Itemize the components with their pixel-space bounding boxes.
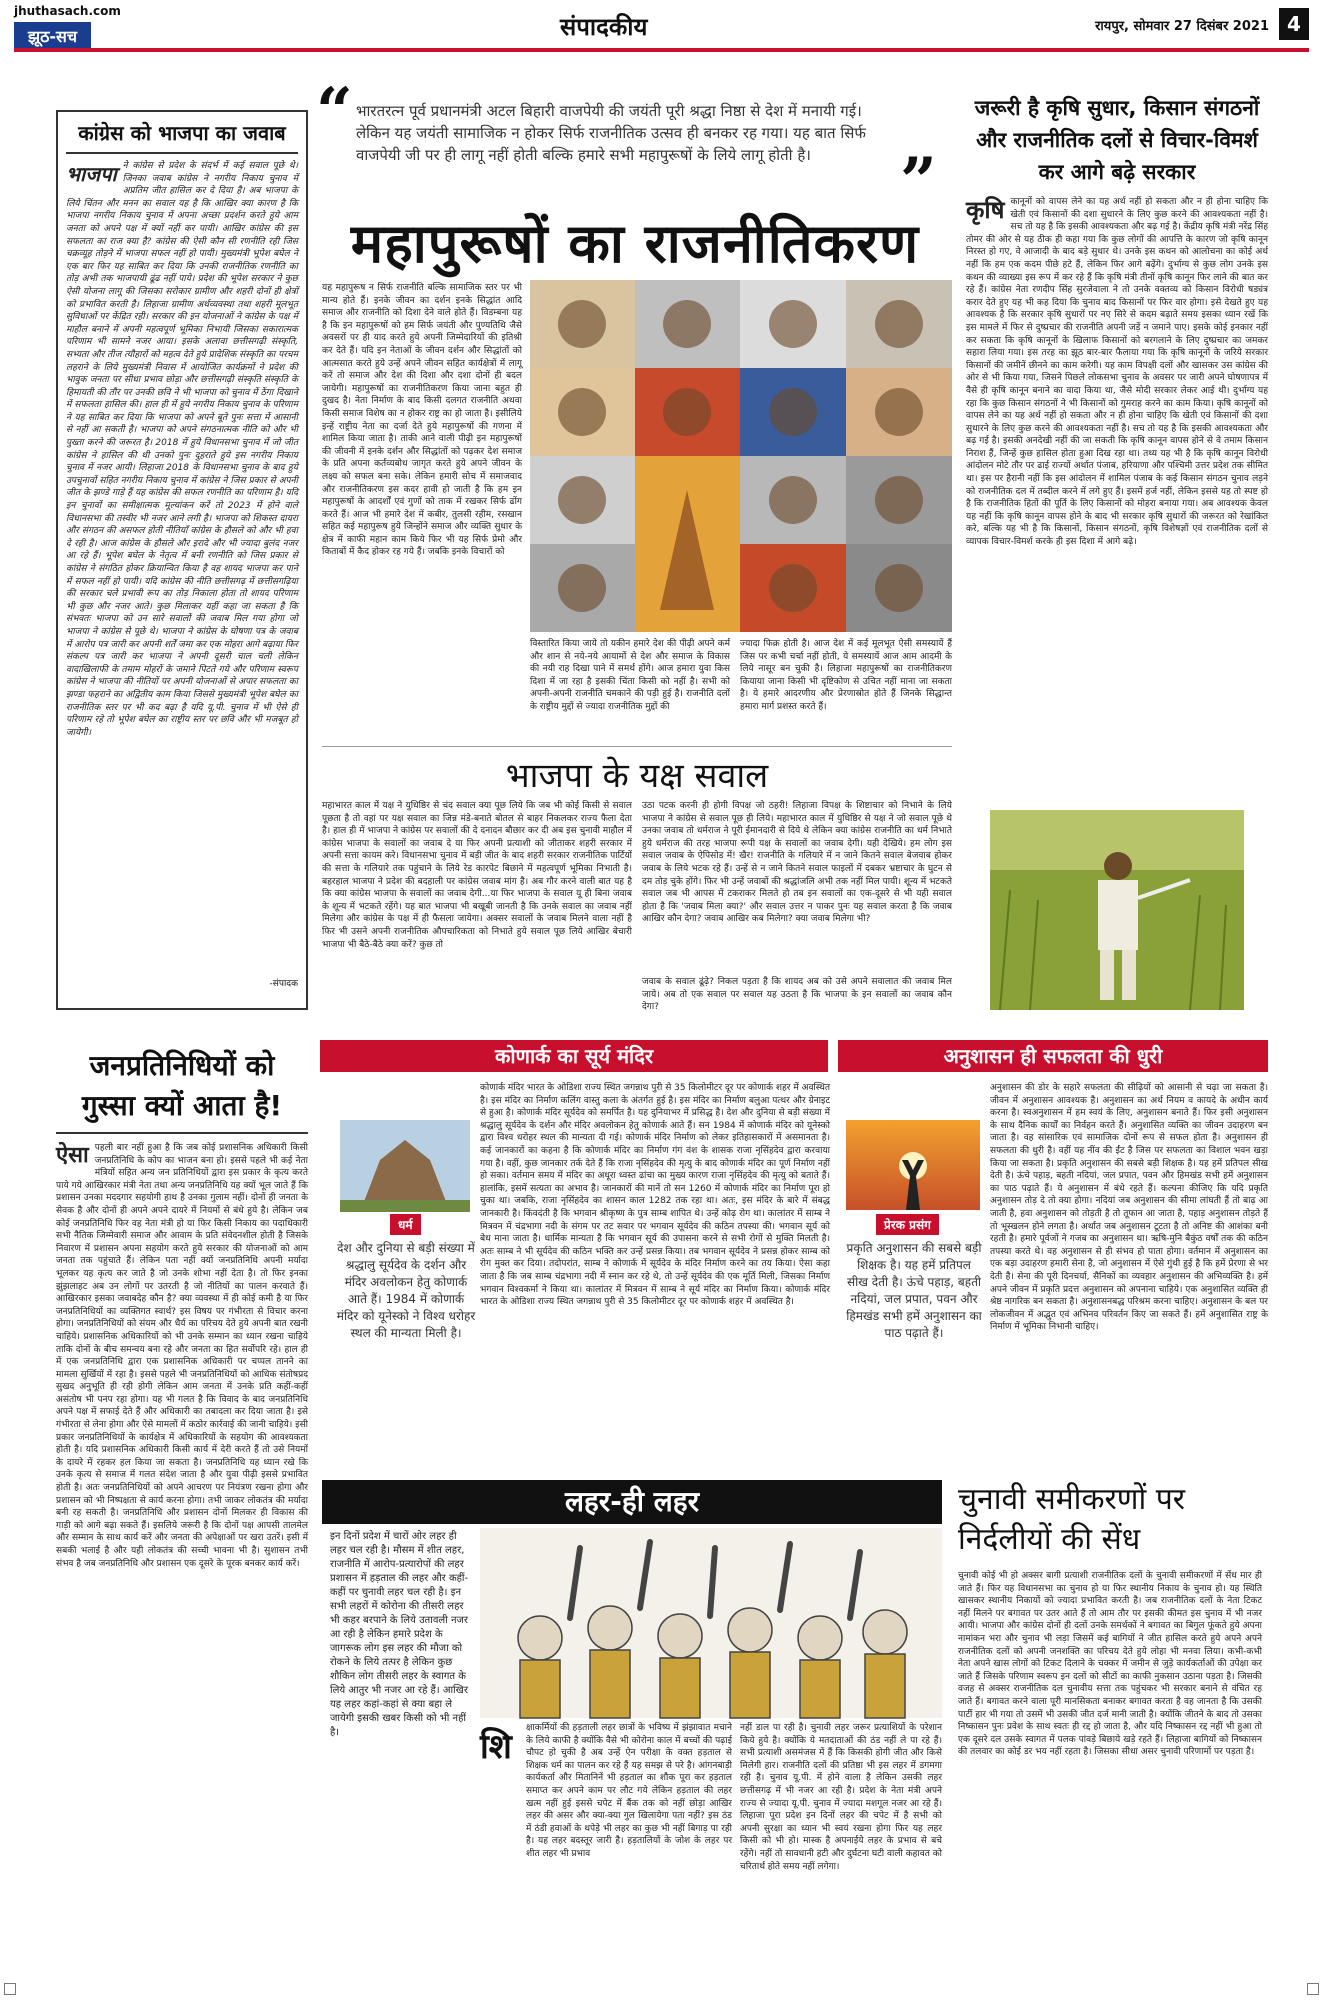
anushasan-photo-svg (846, 1120, 980, 1210)
leaders-portrait-grid (530, 280, 952, 632)
konark-tag: धर्म (390, 1214, 421, 1235)
sub-col1: महाभारत काल में यक्ष ने युधिष्ठिर से चंद सवाल क्या पूछ लिये कि जब भी कोई किसी से सवाल पूछता है तो वहां पर यक्ष सवाल का जिन्न मंडे-बनाते बोतल से बाहर निकलकर राज्य फैला देता है। हाल ही में भाजपा ने कांग्रेस पर सवालों की दे दनादन बौछार कर दी अब इस चुनावी माहौल में कांग्रेस भाजपा के सवालों का जवाब दे या फिर अपनी प्रत्याशी को जीताकर शहरी सरकार में अपनी सत्ता कायम करे। विधानसभा चुनाव में बड़ी जीत के बाद शहरी सरकार राजनीतिक पार्टियों की सत्ता के गलियारे तक पहुंचाने के लिये रेड कारपेट बिछाने में महत्वपूर्ण भूमिका निभाती है। बहरहाल भाजपा ने प्रदेश की बदहाली पर कांग्रेस जवाब मांग है। अब गौर करने वाली बात यह है कि क्या कांग्रेस भाजपा के सवालों का जवाब देगी...या फिर भाजपा के सवाल यू ही बिना जवाब के शून्य में भटकते रहेंगे। यह बात भाजपा भी बखूबी जानती है कि उनके सवाल का जवाब नहीं मिलेगा और कांग्रेस के पक्ष में ही फैसला जायेगा। अक्सर सवालों के जवाब मिलने वाला नहीं है फिर भी उसने अपनी राजनीतिक औपचारिकता को निभाते हुये सवाल पूछ लिये आखिर बेचारी भाजपा भी बैठे-बैठे क्या करें? कुछ तो (322, 801, 632, 950)
center-col2: विस्तारित किया जाये तो यकीन हमारे देश की पीढ़ी अपने कर्म और शान से नये-नये आयामों से देश और समाज के विकास की नयी राह दिखा पाने में समर्थ होंगे। आज हमारा युवा किस दिशा में जा रहा है इसकी चिंता किसी को नहीं है। सभी को अपनी-अपनी राजनीति चमकाने की पड़ी हुई है। राजनीति दलों के राष्ट्रीय मुद्दों से ज्यादा राजनीतिक मुद्दों की (530, 639, 730, 712)
crop-mark (4, 1983, 16, 1995)
sub-col2: उठा पटक करनी ही होगी विपक्ष जो ठहरी! लिहाजा विपक्ष के शिष्टाचार को निभाने के लिये भाजपा ने कांग्रेस से सवाल पूछ ही लिये। महाभारत काल में युधिष्ठिर से यक्ष ने जो सवाल पूछे थे उनका जवाब तो धर्मराज ने पूरी ईमानदारी से दिये थे लेकिन क्या कांग्रेस राजनीति का धर्म निभाते हुये धर्मराज की तरह भाजपा रूपी यक्ष के सवालों का जवाब देगी। यही देखिये। हम लोग इस सवाल जवाब के ऐपिसोड में! खैर! राजनीति के गलियारे में न जाने कितने सवाल बेजवाब होकर जवाब के लिये भटक रहे हैं। उन्हें से न जाने कितने सवाल फाइलों में दबकर भ्रष्टाचार के घुटन से दम तोड़ चुके होंगे। फिर भी उन्हें जवाबों की श्रद्धांजलि अभी तक नहीं मिल पायी। शून्य में भटकते सवाल जब भी आपस में टकराकर मिलते हो तब इन सवालों का एक-दूसरे से भी यही सवाल होता है कि 'जवाब मिला क्या?' और सवाल उत्तर न पाकर पुनः यह सवाल करता है कि जवाब आखिर कौन देगा? जवाब आखिर कब मिलेगा? क्या जवाब मिलेगा भी? (642, 801, 952, 925)
lahar-band: लहर-ही लहर (322, 1480, 942, 1524)
brand-logo: झूठ-सच (14, 22, 91, 50)
left-bottom-dropcap: ऐसा (56, 1143, 89, 1168)
page-number: 4 (1279, 8, 1309, 40)
crop-mark (1307, 1983, 1319, 1995)
sub-col3: जवाब के सवाल ढूंढ़े? निकल पड़ता है कि शायद अब को उसे अपने सवालात की जवाब मिल जाये। अब तो एक सवाल पर सवाल यह उठता है कि भाजपा के इन सवालों का जवाब कौन देगा? (642, 977, 952, 1013)
right-top-block (966, 92, 1268, 812)
lahar-illustration-svg (480, 1528, 942, 1718)
right-bottom-text: चुनावी कोई भी हो अक्सर बागी प्रत्याशी राजनीतिक दलों के चुनावी समीकरणों में सेंध मार ही जाते हैं। फिर यह विधानसभा का चुनाव हो या फिर स्थानीय निकाय के चुनाव हो। यह स्थिति खासकर स्थानीय निकायों को ज्यादा प्रभावित करती है। जब राजनीतिक दलों के नेता टिकट नहीं मिलने पर बगावत पर उतर आते हैं तो आम तौर पर इसकी कीमत इस चुनाव में भी नजर आयी। भाजपा और कांग्रेस दोनों ही दलों उनके समर्थकों ने बगावत का बिगुल फूंकते हुये अपना नामांकन भरा और चुनाव भी लड़ा जिसमें कई बागियों ने जीत हासिल करते हुये अपने अपने राजनीतिक दलों को अपनी जनशक्ति का परिचय देते हुये लोहा भी मनवा लिया। कभी-कभी नेता अपने खास लोगों को टिकट दिलाने के चक्कर में जमीन से जुड़े कार्यकर्ताओं की उपेक्षा कर जाते हैं जिसके परिणाम स्वरूप इन दलों को सीटों का काफी नुकसान उठाना पड़ता है। जिसकी वजह से अक्सर राजनीतिक दल चुनावीय सत्ता तक पहुंचकर भी सरकार बनाने से वंचित रह जाते हैं। बगावत करने वाला पूरी मानसिकता बनाकर बगावत करता है वह जानता है कि उसकी पार्टी हार भी गया तो उसमें भी उसकी जीत दर्ज मानी जाती है। क्योंकि जीतने के बाद तो उसका निष्कासन पुनः प्रवेश के साथ स्वतः ही रद्द हो जाता है, और यदि निष्कासन रद्द नहीं भी हुआ तो एक दूसरे दल उसके स्वागत में पलक पांवड़े बिछाये खड़े रहते हैं। लिहाजा बागियों को निष्कासन की तलवार का कोई डर भय नहीं रहता है। जिसका सीधा असर चुनावी परिणामों पर पड़ता है। (958, 1571, 1262, 1758)
left-top-text: ने कांग्रेस से प्रदेश के संदर्भ में कई सवाल पूछे थे। जिनका जवाब कांग्रेस ने नगरीय निकाय चुनाव में अप्रतिम जीत हासिल कर दे दिया है। अब भाजपा के लिये चिंतन और मनन का सवाल यह है कि आखिर क्या कारण है कि भाजपा नगरीय निकाय चुनाव में अपना अच्छा प्रदर्शन करते हुये आम जनता को अपने पक्ष में क्यों नहीं कर पायी। आखिर कांग्रेस की इस सफलता का राज क्या है? कांग्रेस की ऐसी कौन सी रणनीति रही जिस चक्रव्यूह तोड़ने में भाजपा सफल नहीं हो पायी। मुख्यमंत्री भूपेश बघेल ने एक बार फिर यह साबित कर दिया कि उनकी राजनीतिक रणनीति का तोड़ अभी तक भाजपायी ढूंढ नहीं पाये। प्रदेश की भूपेश सरकार ने कुछ ऐसी योजना लागू की जिसका सरोकार ग्रामीण और शहरी दोनों ही क्षेत्रों को प्रभावित करती है। लिहाजा ग्रामीण अर्थव्यवस्था तथा शहरी मूलभूत सुविधाओं पर केंद्रित रही। सरकार की इन योजनाओं ने कांग्रेस के पक्ष में माहौल बनाने में अपनी महत्वपूर्ण भूमिका निभायी जिसका सकारात्मक परिणाम भी सामने नजर आया। इसके अलावा छत्तीसगढ़ी संस्कृति, सभ्यता और तीज त्यौहारों को महत्व देते हुये प्रादेशिक संस्कृति का परचम लहराने के लिये मुख्यमंत्री निवास में आयोजित कार्यक्रमों ने प्रदेश की भावुक जनता पर सीधा प्रभाव छोड़ा और छत्तीसगढ़ी संस्कृति संस्कृति के हिमायती की तौर पर उनकी छवि ने भी भाजपा को चुनाव में ठेंगा दिखाने में सफलता हासिल की। हाल ही में हुये नगरीय निकाय चुनाव के परिणाम ने यह साबित कर दिया कि भाजपा को अपने बूते पुनः सत्ता में आसानी से नहीं आ सकती है। भाजपा को अपने संगठनात्मक नीति को और भी पुख्ता करने की जरूरत है। 2018 में हुये विधानसभा चुनाव में जो जीत कांग्रेस ने हासिल की थी उनको पुनः दुहराते हुये इस नगरीय निकाय चुनाव में नजर आयी। लिहाजा 2018 के विधानसभा चुनाव के बाद हुये उपचुनावों सहित नगरीय निकाय चुनाव में कांग्रेस ने जिस प्रकार से अपनी जीत के झण्डे गाड़े हैं यह कांग्रेस की सफल रणनीति का परिणाम है। यदि इन चुनावों का समीक्षात्मक मूल्यांकन करें तो 2023 में होने वाले विधानसभा की तस्वीर भी नजर आने लगी है। भाजपा को शिकस्त दायरा और संगठन की असफल होती नीतियाँ कांग्रेस के हौसले को और भी हवा दे रही है। आज कांग्रेस के हौसले और इरादे और भी ज्यादा बुलंद नजर आ रहे हैं। भूपेश बघेल के नेतृत्व में बनी रणनीति को जिस प्रकार से कांग्रेस ने संगठित होकर क्रियान्वित किया है वह शायद भाजपा कर पाने में सफल नहीं हो पायी। यदि कांग्रेस की नीति छत्तीसगढ़ में छत्तीसगढ़िया की सरकार चले प्रभावी रूप का तोड़ निकाला होता तो शायद परिणाम भी कुछ और नजर आते। कुछ मिलाकर यहीं कहा जा सकता है कि संभवतः भाजपा को उन सारे सवालों की जवाब मिल गया होगा जो भाजपा ने कांग्रेस से पूछे थे। भाजपा ने कांग्रेस के घोषणा पत्र के जवाब में आरोप पत्र जारी कर अपनी शर्तें जमा कर एक मोहरा आगे बढ़ाया फिर संकल्प पत्र जारी कर भाजपा ने अपनी दूसरी चाल चली लेकिन वादाखिलाफी के तमाम मोहरों के जमाने पिटते गये और परिणाम स्वरूप कांग्रेस ने भाजपा की नीतियों पर अपनी योजनाओं से अपार सफलता का झण्डा फहराने का अद्वितीय काम किया जिससे मुख्यमंत्री भूपेश बघेल का राजनीतिक स्तर पर भी कद बढ़ा है यदि यू.पी. चुनाव में भी ऐसे ही परिणाम रहे तो भूपेश बघेल का राष्ट्रीय स्तर पर छवि और भी मजबूत हो जायेगी। (66, 161, 298, 738)
right-top-dropcap: कृषि (966, 196, 1005, 224)
konark-teaser: देश और दुनिया से बड़ी संख्या में श्रद्धालु सूर्यदेव के दर्शन और मंदिर अवलोकन हेतु कोणार्क आते हैं। 1984 में कोणार्क मंदिर को यूनेस्को ने विश्व धरोहर स्थल की मान्यता मिली है। (336, 1241, 476, 1340)
farmer-photo (990, 810, 1244, 1010)
site-url: jhuthasach.com (14, 4, 121, 18)
right-top-headline: जरूरी है कृषि सुधार, किसान संगठनों और राजनीतिक दलों से विचार-विमर्श कर आगे बढ़े सरकार (974, 96, 1260, 184)
anushasan-text: अनुशासन की डोर के सहारे सफलता की सीढ़ियों को आसानी से चढ़ा जा सकता है। जीवन में अनुशासन आवश्यक है। अनुशासन का अर्थ नियम व कायदे के अधीन कार्य करना है। स्वअनुशासन में हम स्वयं के लिए, अनुशासन बनाते हैं। फिर इसी अनुशासन के साथ दैनिक कार्यों का निर्वहन करते हैं। अनुशासित व्यक्ति का जीवन उदाहरण बन जाता है। वह सांसारिक एवं सामाजिक दोनों रूप से सफल होता है। अनुशासन ही सफलता की धुरी है। वहीं यह नींव की ईंट है जिस पर सफलता का विशाल भवन खड़ा किया जा सकता है। प्रकृति अनुशासन की सबसे बड़ी शिक्षक है। यह हमें प्रतिपल सीख देती है। ऊंचे पहाड़, बहती नदियां, जल प्रपात, पवन और हिमखंड सभी हमें अनुशासन का पाठ पढ़ाते हैं। ये अनुशासन में बंधे रहते हैं। कल्पना कीजिए कि यदि प्रकृति अनुशासन तोड़ दे तो क्या होगा। नदियां जब अनुशासन की सीमा लांघती हैं तो बाढ़ आ जाती है, हवा अनुशासन को तोड़ती है तो तूफान आ जाता है, पहाड़ अनुशासन तोड़ते हैं तो भूस्खलन होने लगता है। अर्थात जब अनुशासन टूटता है तो अनिष्ट की आशंका बनी रहती है। हमारे पूर्वजों ने गजब का अनुशासन था। ऋषि-मुनि बैकुंठ वर्षों तक की कठिन तपस्या करते थे। वह अनुशासन से ही संभव हो पाता होगा। वर्तमान में अनुशासन का एक बड़ा उदाहरण हमारी सेना है, जो अनुशासन में ऐसे गुंथी हुई है कि हमें प्रेरणा से भर देती है। सेना की पूरी दिनचर्या, सैनिकों का व्यवहार अनुशासन की अभिव्यक्ति है। हमें अपने जीवन में प्रकृति प्रदत्त अनुशासन को अपनाना चाहिये। एक अनुशासित व्यक्ति ही श्रेष्ठ नागरिक बन सकता है। अनुशासनबद्ध परिश्रम करना चाहिए। अनुशासन के बल पर लोकजीवन में अद्भुत एवं अभिनव परिवर्तन किए जा सकते हैं। हमें अनुशासित राष्ट्र के निर्माण में भूमिका निभानी चाहिए। (990, 1083, 1268, 1333)
center-col1: यह महापुरूष न सिर्फ राजनीति बल्कि सामाजिक स्तर पर भी मान्य होते हैं। इनके जीवन का दर्शन इनके सिद्धांत आदि समाज और राजनीति को दिशा देने वाले होते हैं। विडम्बना यह है कि इन महापुरूषों को हम सिर्फ जयंती और पुण्यतिथि जैसे अवसरों पर ही याद करते हुये अपनी जिम्मेदारियों की इतिश्री कर देते हैं। यदि इन नेताओं के जीवन दर्शन और सिद्धांतों को आत्मसात करते हुये उन्हें अपने जीवन सहित कार्यक्षेत्रों में लागू करें तो समाज और देश की दिशा और दशा दोनों ही बदल जायेगी। महापुरूषों का राजनीतिकरण किया जाना बहुत ही दुखद है। नेता निर्माण के बाद किसी दलगत राजनीति अथवा किसी समाज विशेष का न होकर राष्ट्र का हो जाता है। इसीलिये इन्हें राष्ट्रीय नेता का दर्जा देते हुये महापुरूषों की गणना में शामिल किया जाता है। ताकी आने वाली पीढ़ी इन महापुरूषों की जीवनी में इनके दर्शन और सिद्धांतों को पढ़कर देश समाज के प्रति अपना कर्तव्यबोध जागृत करते हुये अपने जीवन के लक्ष्य को सफल बना सके। लेकिन हमारी सोच में समाजवाद और राजनीतिकरण इस कदर हावी हो जाती है कि हम इन महापुरूषों के आदर्शों एवं गुणों को ताक में रखकर सिर्फ ढोंग करते हैं। आज भी हमारे देश में कबीर, तुलसी रहीम, रसखान सहित कई महापुरूष हुये जिन्होंने समाज और व्यक्ति सुधार के क्षेत्र में काफी महान काम किये फिर भी यह सिर्फ प्रेमो और किताबों में कैद होकर रह गये हैं। जबकि इनके विचारों को (322, 283, 522, 558)
right-top-body (966, 196, 1268, 806)
anushasan-tag: प्रेरक प्रसंग (876, 1214, 939, 1235)
center-col3: ज्यादा फिक्र होती है। आज देश में कई मूलभूत ऐसी समस्यायें हैं जिस पर कभी चर्चा नहीं होती, ये समस्यायें आज आम आदमी के लिये नासूर बन चुकी है। लिहाजा महापुरूषों का राजनीतिकरण कियाया जाना किसी भी दृष्टिकोण से उचित नहीं माना जा सकता है। ये हमारे आदरणीय और प्रेरणास्रोत होते हैं जिनके सिद्धान्त हमारा मार्ग प्रशस्त करते हैं। (740, 639, 952, 712)
anushasan-teaser: प्रकृति अनुशासन की सबसे बड़ी शिक्षक है। यह हमें प्रतिपल सीख देती है। ऊंचे पहाड़, बहती नदियां, जल प्रपात, पवन और हिमखंड सभी हमें अनुशासन का पाठ पढ़ाते हैं। (846, 1241, 982, 1340)
left-bottom-text: पहली बार नहीं हुआ है कि जब कोई प्रशासनिक अधिकारी किसी जनप्रतिनिधि के कोप का भाजन बना हो। इससे पहले भी कई नेता मंत्रियों सहित अन्य जन प्रतिनिधियों द्वारा इस प्रकार के कृत्य करते पाये गये आखिरकार मंत्री नेता तथा अन्य जनप्रतिनिधि यह क्यों भूल जाते हैं कि प्रशासन उनका मददगार सहयोगी हाथ है उनका गुलाम नहीं। दोनों ही जनता के सेवक है और दोनों ही अपने अपने दायरे में नियमों से बंधे हुये है। लेकिन जब कोई जनप्रतिनिधि फिर वह नेता मंत्री हो या फिर किसी निकाय का पदाधिकारी सभी नैतिक जिम्मेवारी समाज और आवाम के प्रति संवेदनशील होती है जिसके निवारण में प्रशासन अपना सहयोग करते हुये सरकार की योजनाओं को आम जनता तक पहुंचाते हैं। लेकिन पता नहीं क्यों जनप्रतिनिधि अपनी मर्यादा भूलकर यह कृत्य कर जाते है जो उनके शोभा नहीं देता है। तो फिर इनका झुंझलाहट अब उन लोगों पर उतरती है जो नीतियों का पालन करवाते हैं। आखिरकार इसका जवाबदेह कौन है? क्या व्यवस्था में ही कोई कमी है या फिर जनप्रतिनिधियों का व्यक्तिगत स्वार्थ? इस विषय पर गंभीरता से विचार करना होगा। जनप्रतिनिधियों को संयम और धैर्य का परिचय देते हुये अपनी बात रखनी चाहिये। प्रशासनिक अधिकारियों को भी उनके सम्मान का ध्यान रखना चाहिये ताकि दोनों के बीच समन्वय बना रहे और जनता का हित सर्वोपरि रहे। हाल ही में एक जनप्रतिनिधि द्वारा एक प्रशासनिक अधिकारी पर चप्पल तानने का मामला सुर्खियों में रहा है। इससे पहले भी जनप्रतिनिधियों को आधिक संतोषप्रद सुखद अनुभूति ही रही होगी लेकिन आम जनता में उनके प्रति कहीं-कहीं असंतोष भी पनप रहा होगा। यह भी गलत है कि विवाद के बाद जनप्रतिनिधि अपने पक्ष में सफाई देते हैं और अधिकारी का तबादला कर दिया जाता है। इसे गंभीरता से लेना होगा और ऐसे मामलों में कठोर कार्रवाई की जानी चाहिये। इसी प्रकार जनप्रतिनिधियों के कार्यक्षेत्र में अधिकारियों के सहयोग की आवश्यकता होती है। यदि प्रशासनिक अधिकारी किसी कार्य में देरी करते हैं तो उसे नियमों के दायरे में रहकर हल किया जा सकता है। जनप्रतिनिधि यह ध्यान रखे कि उनके कृत्य से समाज में गलत संदेश जाता है और युवा पीढ़ी इससे प्रभावित होती है। अतः जनप्रतिनिधियों को अपने आचरण पर नियंत्रण रखना होगा और प्रशासन को भी निष्पक्षता से कार्य करना होगा। तभी जाकर लोकतंत्र की मर्यादा बनी रह सकती है। जनप्रतिनिधि और प्रशासन दोनों मिलकर ही विकास की गाड़ी को आगे बढ़ा सकते हैं। इसलिये जरूरी है कि दोनों पक्ष आपसी तालमेल और सम्मान के साथ कार्य करें और जनता की अपेक्षाओं पर खरा उतरें। इसी में सबकी भलाई है और यही लोकतंत्र की सच्ची भावना भी है। सुशासन तभी संभव है जब जनप्रतिनिधि और प्रशासन एक दूसरे के पूरक बनकर कार्य करें। (56, 1143, 308, 1569)
section-title: संपादकीय (560, 13, 648, 41)
center-quote: भारतरत्न पूर्व प्रधानमंत्री अटल बिहारी वाजपेयी की जयंती पूरी श्रद्धा निष्ठा से देश में मनायी गई। लेकिन यह जयंती सामाजिक न होकर सिर्फ राजनीतिक उत्सव ही बनकर रह गया। यह बात सिर्फ वाजपेयी जी पर ही लागू नहीं होती बल्कि हमारे सभी महापुरूषों के लिये लागू होती है। (356, 102, 866, 164)
center-headline: महापुरूषों का राजनीतिकरण (350, 212, 920, 275)
konark-photo-svg (340, 1120, 470, 1212)
left-bottom-body (56, 1142, 308, 1942)
quote-close-icon: ” (900, 144, 937, 219)
quote-open-icon: “ (316, 74, 353, 149)
lahar-dropcap: शि (480, 1727, 512, 1767)
right-top-text: कानूनों को वापस लेने का यह अर्थ नहीं हो सकता और न ही होना चाहिए कि खेती एवं किसानों की दशा सुधारने के लिए कुछ करने की आवश्यकता नहीं है। सच तो यह है कि इसकी आवश्यकता और बढ़ गई है। केंद्रीय कृषि मंत्री नरेंद्र सिंह तोमर की ओर से यह ठीक ही कहा गया कि कुछ लोगों की आपत्ति के कारण जो कृषि कानून निरस्त हो गए, वे आजादी के बाद बड़े सुधार थे। उनके इस कथन को आलोचना का कोई अर्थ नहीं कि हम एक कदम पीछे हटे हैं, लेकिन फिर आगे बढ़ेंगे। दुर्भाग्य से कुछ लोग उनके इस कथन की व्याख्या इस रूप में कर रहे हैं कि कृषि मंत्री तीनों कृषि कानून फिर लाने की बात कर रहे हैं। कांग्रेस नेता रणदीप सिंह सुरजेवाला ने तो उनके वक्तव्य को किसान विरोधी षड्यंत्र करार देते हुए यह भी कह दिया कि चुनाव बाद किसानों पर फिर वार होगा। इसे देखते हुए यह आवश्यक है कि सरकार कृषि सुधारों पर नए सिरे से कदम बढ़ाते समय इसका ध्यान रखें कि इस मामले में फिर से दुष्प्रचार की राजनीति अपनी जड़ें न जमाने पाए। इसके कोई इनकार नहीं कर सकता कि कृषि कानूनों के खिलाफ किसानों को बरगलाने के लिए दुष्प्रचार का जमकर सहारा लिया गया। इस तरह का झूठ बार-बार फैलाया गया कि कृषि कानूनों के जरिये सरकार किसानों की जमीनें छीनने का काम करेगी। यह काम विपक्षी दलों और खासकर उस कांग्रेस की ओर से भी किया गया, जिसने पिछले लोकसभा चुनाव के अवसर पर जारी अपने घोषणापत्र में वैसे ही कृषि कानून बनाने का वादा किया था, जैसे मोदी सरकार लेकर आई थी। दुर्भाग्य यह रहा कि कुछ किसान संगठनों ने भी किसानों को गुमराह करने का काम किया। कृषि कानूनों को वापस लेने का यह अर्थ नहीं हो सकता और न ही होना चाहिए कि खेती एवं किसानों की दशा सुधारने के लिए कुछ करने की आवश्यकता नहीं है। सच तो यह है कि इसकी आवश्यकता और बढ़ गई है। इसकी अनदेखी नहीं की जा सकती कि कृषि कानून वापस होने से वे तमाम किसान निराश हैं, जिन्हें कुछ हासिल होता हुआ दिख रहा था। तथ्य यह भी है कि कृषि कानून विरोधी आंदोलन मोटे तौर पर ढाई राज्यों अर्थात पंजाब, हरियाणा और पश्चिमी उत्तर प्रदेश तक सीमित था। इस पर हैरानी नहीं कि इस आंदोलन में शामिल पंजाब के कई किसान संगठन चुनाव लड़ने को राजनीतिक दल में तब्दील करने में लगे हुए हैं। इसमें हर्ज नहीं, लेकिन इससे यह तो स्पष्ट हो है कि राजनीतिक हितों की पूर्ति के लिए किसानों को मोहरा बनाया गया। अब आवश्यक केवल यह नहीं कि कृषि कानून वापस होने के बाद भी सरकार कृषि सुधारों की जरूरत को रेखांकित करे, बल्कि यह भी है कि किसानों, किसान संगठनों, कृषि विशेषज्ञों एवं राजनीतिक दलों से व्यापक विचार-विमर्श करके ही इस दिशा में आगे बढ़े। (966, 197, 1268, 548)
right-bottom-headline: चुनावी समीकरणों पर निर्दलीयों की सेंध (958, 1482, 1186, 1557)
left-top-headline: कांग्रेस को भाजपा का जवाब (66, 118, 298, 154)
anushasan-photo (846, 1120, 980, 1210)
anushasan-band: अनुशासन ही सफलता की धुरी (838, 1040, 1268, 1072)
left-top-box (56, 110, 308, 1010)
edition-date: रायपुर, सोमवार 27 दिसंबर 2021 (1095, 19, 1269, 34)
left-bottom-headline: जनप्रतिनिधियों को गुस्सा क्यों आता है! (56, 1040, 308, 1134)
editor-sign: -संपादक (269, 979, 298, 989)
header-rule (14, 48, 1309, 52)
left-top-body (66, 160, 298, 970)
lahar-side-text: इन दिनों प्रदेश में चारों ओर लहर ही लहर चल रही है। मौसम में शीत लहर, राजनीति में आरोप-प्रत्यारोपों की लहर प्रशासन में हड़ताल की लहर और कहीं-कहीं पर चुनावी लहर चल रही है। इन सभी लहरों में कोरोना की तीसरी लहर भी कहर बरपाने के लिये उतावली नजर आ रही है लेकिन हमारे प्रदेश के जागरूक लोग इस लहर की मौजा को रोकने के लिये तत्पर है लेकिन कुछ शौकिन लोग तीसरी लहर के स्वागत के लिये आतुर भी नजर आ रहे हैं। आखिर यह लहर कहां-कहां से क्या बहा ले जायेगी इसकी खबर किसी को भी नहीं है। (330, 1531, 469, 1738)
left-top-dropcap: भाजपा (66, 162, 117, 186)
portrait-grid-svg (530, 280, 952, 632)
sub-headline: भाजपा के यक्ष सवाल (322, 746, 952, 797)
lahar-col1: क्षाकर्मियों की हड़ताली लहर छात्रों के भविष्य में झंझावात मचाने के लिये काफी है क्योंकि वैसे भी कोरोना काल में बच्चों की पढ़ाई चौपट हो चुकी है अब उन्हें ऐन परीक्षा के वक्त हड़ताल से शिक्षक धर्म का पालन कर रहे हैं यह समझ से परे है। आंगनबाड़ी कार्यकर्ता और मितानिनें भी हड़ताल का शौक पूरा कर हड़ताल समाप्त कर अपने काम पर लौट गये लेकिन हड़ताल की लहर खत्म नहीं हुई इससे चपेट में बैंक तक को नहीं छोड़ा आखिर लहर की असर और क्या-क्या गुल खिलायेगा पता नहीं? इस ठंड में ठंडी हवाओं के थपेड़े भी लहर का कुछ भी नहीं बिगाड़ पा रही है। यह लहर बदस्तूर जारी है। हड़तालियों के जोश के लहर पर शीत लहर भी प्रभाव (526, 1723, 732, 1859)
konark-band: कोणार्क का सूर्य मंदिर (320, 1040, 828, 1072)
lahar-col2: नहीं डाल पा रही है। चुनावी लहर जरूर प्रत्याशियों के परेशान किये हुये है। क्योंकि ये मतदाताओं की ठंड नहीं ले पा रहे हैं। सभी प्रत्याशी असमंजस में हैं कि किसकी होगी जीत और किसे मिलेगी हार। राजनीति दलों की प्रतिष्ठा भी इस लहर में डगमगा रही है। चुनाव यू.पी. में होने वाला है लेकिन उसकी लहर छत्तीसगढ़ में भी नजर आ रही है। प्रदेश के नेता मंत्री अपने राज्य से ज्यादा यू.पी. चुनाव में ज्यादा मशगूल नजर आ रहे हैं। लिहाजा पूरा प्रदेश इन दिनों लहर की चपेट में है सभी को अपनी सुरक्षा का ध्यान भी स्वयं रखना होगा फिर यह लहर किसी को भी हो। मास्क है अपनाईये लहर के प्रभाव से बचे रहेंगे। नहीं तो सावधानी हटी और दुर्घटना घटी वाली कहावत को चरितार्थ होते समय नहीं लगेगा। (740, 1723, 942, 1872)
konark-photo (340, 1120, 470, 1212)
konark-text: कोणार्क मंदिर भारत के ओडिशा राज्य स्थित जगन्नाथ पुरी से 35 किलोमीटर दूर पर कोणार्क शहर में अवस्थित है। इस मंदिर का निर्माण कलिंग वास्तु कला के अंतर्गत हुई है। इस मंदिर का निर्माण बलुआ पत्थर और ग्रेनाइट से हुआ है। कोणार्क मंदिर सूर्यदेव को समर्पित है। यह दुनियाभर में प्रसिद्ध है। देश और दुनिया से बड़ी संख्या में श्रद्धालु सूर्यदेव के दर्शन और मंदिर अवलोकन हेतु कोणार्क आते हैं। सन 1984 में कोणार्क मंदिर को यूनेस्को द्वारा विश्व धरोहर स्थल की मान्यता दी गई। कोणार्क मंदिर निर्माण को लेकर इतिहासकारों में असमानता है। कई जानकारों का कहना है कि कोणार्क मंदिर का निर्माण गंग वंश के शासक राजा नृसिंहदेव द्वारा करवाया गया है। वहीं, कुछ जानकार तर्क देते हैं कि राजा नृसिंहदेव की मृत्यु के बाद कोणार्क मंदिर का पूर्ण निर्माण नहीं हो सका। वर्तमान समय में मंदिर का अधूरा ध्वस्त ढांचा का मुख्य कारण राजा नृसिंहदेव की मृत्यु को बताते हैं। हालांकि, इसमें सत्यता का अभाव है। जानकारों की मानें तो सन 1260 में कोणार्क मंदिर का निर्माण पूरा हो चुका था। जबकि, राजा नृसिंहदेव का शासन काल 1282 तक रहा था। अतः, इस मंदिर के बारे में संबद्ध जानकारी है। किंवदंती है कि भगवान श्रीकृष्ण के पुत्र साम्ब शापित थे। उन्हें कोढ़ रोग था। कालांतर में साम्ब ने मित्रवन में चंद्रभागा नदी के संगम पर तट सवार पर भगवान सूर्यदेव की कठिन तपस्या की। भगवान सूर्य को बेध माना जाता है। धार्मिक मान्यता है कि भगवान सूर्य की उपासना करने से सभी रोगों से मुक्ति मिलती है। अतः साम्ब ने भी सूर्यदेव की कठिन भक्ति कर उन्हें प्रसन्न किया। तब भगवान सूर्यदेव ने प्रसन्न होकर साम्ब को रोग मुक्त कर दिया। तदोपरांत, साम्ब ने कोणार्क में सूर्यदेव के मंदिर निर्माण करने का तय किया। ऐसा कहा जाता है कि जब साम्ब चंद्रभागा नदी में स्नान कर रहे थे, तो उन्हें सूर्यदेव की एक मूर्ति मिली, जिसका निर्माण भगवान विश्वकर्मा ने किया था। कालांतर में मित्रवन में साम्ब ने सूर्य मंदिर का निर्माण किया। कोणार्क मंदिर भारत के ओडिशा राज्य स्थित जगन्नाथ पुरी से 35 किलोमीटर दूर पर कोणार्क शहर में अवस्थित है। (480, 1083, 830, 1308)
farmer-photo-svg (990, 810, 1244, 1010)
left-bottom-block (56, 1040, 308, 1960)
right-bottom-block (952, 1480, 1268, 1940)
lahar-illustration (480, 1528, 942, 1718)
